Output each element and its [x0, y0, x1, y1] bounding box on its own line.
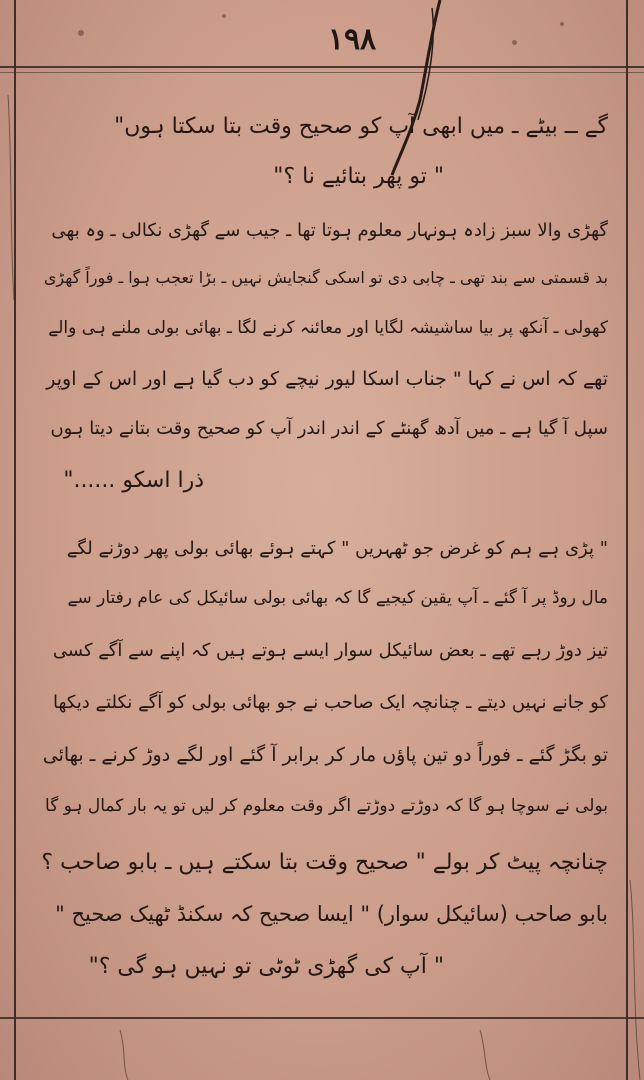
text-line: تھے کہ اس نے کہا " جناب اسکا لیور نیچے کو دب گیا ہے اور اس کے اوپر: [46, 368, 608, 390]
text-line: گھڑی والا سبز زادہ ہونہار معلوم ہوتا تھا ـ جیب سے گھڑی نکالی ـ وہ بھی: [51, 220, 608, 241]
text-line: بولی نے سوچا ہو گا کہ دوڑتے دوڑتے اگر وقت معلوم کر لیں تو یہ بار کمال ہو گا: [45, 796, 608, 816]
text-line: سپل آ گیا ہے ـ میں آدھ گھنٹے کے اندر اندر آپ کو صحیح وقت بتانے دیتا ہوں: [50, 418, 608, 439]
page-number: ۱۹۸: [327, 22, 377, 57]
text-line: " آپ کی گھڑی ٹوٹی تو نہیں ہو گی ؟": [88, 954, 444, 979]
ink-spot: [78, 30, 84, 36]
text-line: مال روڈ پر آ گئے ـ آپ یقین کیجیے گا کہ بھائی بولی سائیکل کی عام رفتار سے: [67, 588, 608, 608]
text-line: " تو پھر بتائیے نا ؟": [273, 164, 444, 189]
text-line: تیز دوڑ رہے تھے ـ بعض سائیکل سوار ایسے ہوتے ہیں کہ اپنے سے آگے کسی: [52, 640, 608, 661]
ink-spot: [222, 14, 226, 18]
text-line: بد قسمتی سے بند تھی ـ چابی دی تو اسکی گنجایش نہیں ـ بڑا تعجب ہوا ـ فوراً گھڑی: [43, 268, 608, 287]
text-line: تو بگڑ گئے ـ فوراً دو تین پاؤں مار کر برابر آ گئے اور لگے دوڑ کرنے ـ بھائی: [42, 744, 608, 766]
text-line: کھولی ـ آنکھ پر بیا ساشیشہ لگایا اور معائنہ کرنے لگا ـ بھائی بولی ملنے ہی والے: [48, 318, 608, 338]
text-line: چنانچہ پیٹ کر بولے " صحیح وقت بتا سکتے ہیں ـ بابو صاحب ؟: [41, 850, 608, 875]
text-line: ذرا اسکو ......": [63, 468, 204, 493]
ink-spot: [560, 22, 564, 26]
text-line: گے ــ بیٹے ـ میں ابھی آپ کو صحیح وقت بتا سکتا ہوں": [114, 114, 608, 139]
text-line: " پڑی ہے ہم کو غرض جو ٹھہریں " کہتے ہوئے بھائی بولی پھر دوڑنے لگے: [66, 538, 608, 559]
ink-spot: [512, 40, 517, 45]
text-line: بابو صاحب (سائیکل سوار) " ایسا صحیح کہ سکنڈ ٹھیک صحیح ": [55, 902, 608, 926]
text-line: کو جانے نہیں دیتے ـ چنانچہ ایک صاحب نے جو بھائی بولی کو آگے نکلتے دیکھا: [53, 692, 608, 713]
